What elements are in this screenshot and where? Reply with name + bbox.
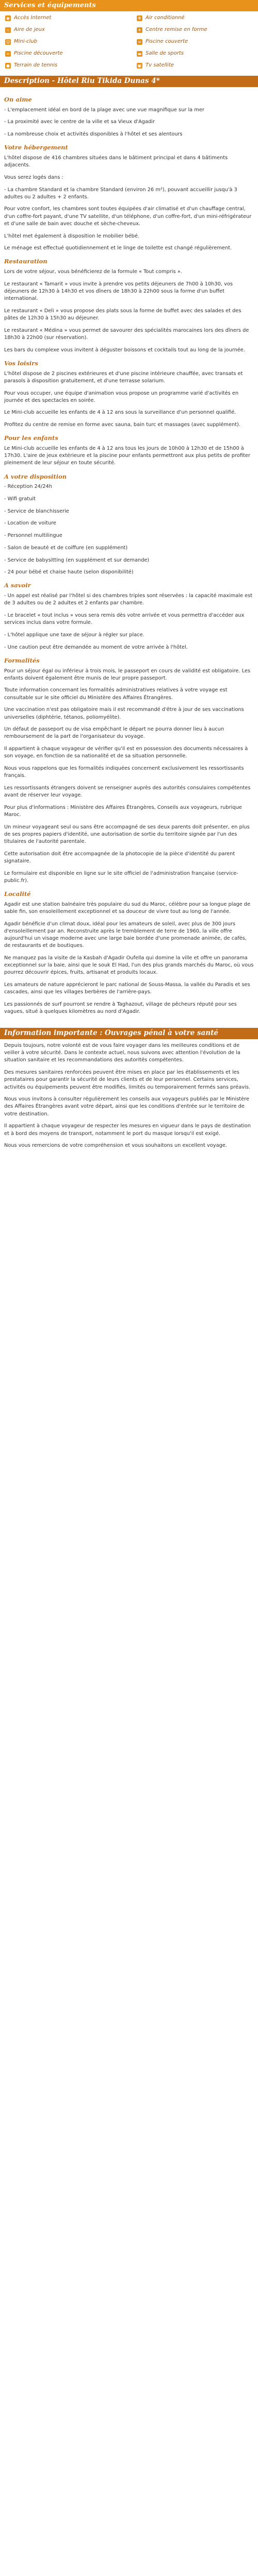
section-paragraph: Toute information concernant les formalités administratives relatives à votre voyage est consultable sur le site officiel du Ministère des Affaires Étrangères. xyxy=(4,687,228,701)
section-heading: Vos loisirs xyxy=(4,359,38,367)
section-paragraph: Le restaurant « Médina » vous permet de savourer des spécialités marocaines lors des dîners de 18h30 à 22h00 (sur réservation). xyxy=(4,327,249,341)
section-paragraph: Pour un séjour égal ou inférieur à trois mois, le passeport en cours de validité est obligatoire. Les enfants doivent également être munis de leur propre passeport. xyxy=(4,668,251,681)
section-heading: On aime xyxy=(4,96,32,103)
section-paragraph: Le Mini-club accueille les enfants de 4 à 12 ans tous les jours de 10h00 à 12h30 et de 15h00 à 17h30. L'aire de jeux extérieure et la piscine pour enfants permettront aux plus petits de profiter pleinement de leur séjour en toute sécurité. xyxy=(4,446,250,466)
section-paragraph: - Personnel multilingue xyxy=(4,533,62,539)
section-paragraph: Le Mini-club accueille les enfants de 4 à 12 ans sous la surveillance d'un personnel qualifié. xyxy=(4,410,236,416)
section-paragraph: - Une caution peut être demandée au moment de votre arrivée à l'hôtel. xyxy=(4,644,188,650)
section-heading: Formalités xyxy=(4,656,40,664)
info-paragraph: Nous vous invitons à consulter régulièrement les conseils aux voyageurs publiés par le Ministère des Affaires Étrangères avant votre départ, ainsi que les conditions d'entrée sur le territoire de votre destination. xyxy=(4,1096,250,1117)
section-paragraph: Le ménage est effectué quotidiennement et le linge de toilette est changé régulièrement. xyxy=(4,245,232,251)
section-paragraph: Le restaurant « Deli » vous propose des plats sous la forme de buffet avec des salades et des pâtes de 12h30 à 15h30 au déjeuner. xyxy=(4,308,241,321)
section-paragraph: - La proximité avec le centre de la ville et sa Vieux d'Agadir xyxy=(4,119,155,125)
service-item xyxy=(137,62,251,69)
kids-club-icon: ☺ xyxy=(6,40,10,44)
description-title: Description - Hôtel Riu Tikida Dunas 4* xyxy=(4,77,160,86)
gym-icon: ▬ xyxy=(137,52,142,56)
service-item xyxy=(137,15,251,22)
snowflake-icon: ❄ xyxy=(137,15,142,21)
service-item xyxy=(5,39,119,45)
outdoor-pool-icon: ≈ xyxy=(5,51,11,57)
service-label: Salle de sports xyxy=(146,50,184,57)
section-paragraph: - Salon de beauté et de coiffure (en supplément) xyxy=(4,545,128,551)
section-paragraph: L'hôtel dispose de 2 piscines extérieures et d'une piscine intérieure chauffée, avec transats et parasols à disposition gratuitement, et d'une terrasse solarium. xyxy=(4,370,243,384)
section-paragraph: Pour vous occuper, une équipe d'animation vous propose un programme varié d'activités en journée et des spectacles en soirée. xyxy=(4,390,239,403)
service-item xyxy=(5,62,119,69)
section-paragraph: Un défaut de passeport ou de visa empêchant le départ ne pourra donner lieu à aucun remboursement de la part de l'organisateur du voyage. xyxy=(4,726,224,740)
section-paragraph: Agadir bénéficie d'un climat doux, idéal pour les amateurs de soleil, avec plus de 300 jours d'ensoleillement par an. Reconstruite après le tremblement de terre de 1960, la ville offre aujourd'hui un visage moderne avec une large baie bordée d'une promenade animée, de cafés, de restaurants et de boutiques. xyxy=(4,921,247,949)
section-paragraph: Vous serez logés dans : xyxy=(4,174,63,180)
section-heading: Pour les enfants xyxy=(4,434,58,442)
description-header xyxy=(0,76,258,87)
section-paragraph: - L'hôtel applique une taxe de séjour à régler sur place. xyxy=(4,632,144,638)
service-label: Piscine découverte xyxy=(14,50,63,57)
tennis-icon: ● xyxy=(5,63,11,69)
section-heading: Votre hébergement xyxy=(4,144,68,151)
indoor-pool-icon: ≈ xyxy=(137,39,142,45)
section-paragraph: Profitez du centre de remise en forme avec sauna, bain turc et massages (avec supplément). xyxy=(4,422,240,428)
section-paragraph: - La nombreuse choix et activités disponibles à l'hôtel et ses alentours xyxy=(4,131,183,138)
info-title: Information importante : Ouvrages pénal à votre santé xyxy=(4,1029,218,1038)
section-paragraph: Pour plus d'informations : Ministère des Affaires Étrangères, Conseils aux voyageurs, rubrique Maroc. xyxy=(4,804,242,818)
info-header xyxy=(0,1028,258,1039)
section-paragraph: L'hôtel dispose de 416 chambres situées dans le bâtiment principal et dans 4 bâtiments adjacents. xyxy=(4,155,228,168)
service-label: Air conditionné xyxy=(146,15,185,21)
section-paragraph: Pour votre confort, les chambres sont toutes équipées d'air climatisé et d'un chauffage central, d'un coffre-fort payant, d'une TV satellite, d'un téléphone, d'un coffre-fort, d'un mini-réfrigérateur et d'une salle de bain avec douche et sèche-cheveux. xyxy=(4,206,252,227)
info-paragraph: Nous vous remercions de votre compréhension et vous souhaitons un excellent voyage. xyxy=(4,1143,227,1149)
description-content xyxy=(0,87,258,1024)
section-paragraph: Nous vous rappelons que les formalités indiquées concernent exclusivement les ressortissants français. xyxy=(4,766,244,779)
service-item xyxy=(5,50,119,57)
section-paragraph: Agadir est une station balnéaire très populaire du sud du Maroc, célèbre pour sa longue plage de sable fin, son ensoleillement exceptionnel et sa douceur de vivre tout au long de l'année. xyxy=(4,901,251,915)
tv-icon: ▣ xyxy=(137,63,142,68)
section-paragraph: Le formulaire est disponible en ligne sur le site officiel de l'administration française (service-public.fr). xyxy=(4,870,238,884)
service-item xyxy=(137,39,251,45)
section-paragraph: - Location de voiture xyxy=(4,520,56,527)
section-paragraph: Cette autorisation doit être accompagnée de la photocopie de la pièce d'identité du parent signataire. xyxy=(4,851,235,865)
section-paragraph: - Un appel est réalisé par l'hôtel si des chambres triples sont réservées : la capacité maximale est de 3 adultes ou de 2 adultes et 2 enfants par chambre. xyxy=(4,593,253,606)
section-heading: Localité xyxy=(4,890,31,898)
playground-icon: ☆ xyxy=(6,28,10,32)
service-item xyxy=(5,15,119,22)
section-heading: A votre disposition xyxy=(4,472,67,480)
section-heading: Restauration xyxy=(4,258,47,265)
wifi-icon: ◉ xyxy=(5,15,11,21)
section-heading: A savoir xyxy=(4,582,31,589)
service-item xyxy=(137,50,251,57)
section-paragraph: - Wifi gratuit xyxy=(4,496,36,502)
service-label: Tv satellite xyxy=(146,62,174,69)
section-paragraph: Ne manquez pas la visite de la Kasbah d'Agadir Oufella qui domine la ville et offre un panorama exceptionnel sur la baie, ainsi que le souk El Had, l'un des plus grands marchés du Maroc, où vous pourrez découvrir épices, fruits, artisanat et produits locaux. xyxy=(4,955,254,976)
section-paragraph: - Service de babysitting (en supplément et sur demande) xyxy=(4,557,150,563)
section-paragraph: - Réception 24/24h xyxy=(4,484,52,490)
section-paragraph: - 24 pour bébé et chaise haute (selon disponibilité) xyxy=(4,569,134,575)
service-item xyxy=(5,27,119,33)
section-paragraph: Les ressortissants étrangers doivent se renseigner auprès des autorités consulaires compétentes avant de réserver leur voyage. xyxy=(4,785,251,799)
section-paragraph: Il appartient à chaque voyageur de vérifier qu'il est en possession des documents nécessaires à son voyage, en fonction de sa nationalité et de sa situation personnelle. xyxy=(4,746,248,759)
service-label: Accès Internet xyxy=(14,15,52,21)
section-paragraph: Les amateurs de nature apprécieront le parc national de Souss-Massa, la vallée du Paradis et ses cascades, ainsi que les villages berbères de l'arrière-pays. xyxy=(4,982,250,995)
info-paragraph: Il appartient à chaque voyageur de respecter les mesures en vigueur dans le pays de destination et à bord des moyens de transport, notamment le port du masque lorsqu'il est exigé. xyxy=(4,1123,251,1137)
hotel-detail-page xyxy=(0,0,258,1163)
services-title: Services et équipements xyxy=(4,1,96,9)
info-paragraph: Depuis toujours, notre volonté est de vous faire voyager dans les meilleures conditions et de veiller à votre sécurité. Dans le contexte actuel, nous suivons avec attention l'évolution de la situation sanitaire et les recommandations des autorités compétentes. xyxy=(4,1043,240,1063)
section-paragraph: Les passionnés de surf pourront se rendre à Taghazout, village de pêcheurs réputé pour ses vagues, situé à quelques kilomètres au nord d'Agadir. xyxy=(4,1002,237,1015)
section-paragraph: Les bars du complexe vous invitent à déguster boissons et cocktails tout au long de la journée. xyxy=(4,347,245,353)
section-paragraph: - Service de blanchisserie xyxy=(4,508,69,514)
info-content xyxy=(0,1039,258,1158)
services-list xyxy=(0,11,258,73)
fitness-icon: ✦ xyxy=(137,27,142,33)
section-paragraph: Un mineur voyageant seul ou sans être accompagné de ses deux parents doit présenter, en plus de ses propres papiers d'identité, une autorisation de sortie du territoire signée par l'un des titulaires de l'autorité parentale. xyxy=(4,824,250,845)
info-paragraph: Des mesures sanitaires renforcées peuvent être mises en place par les établissements et les prestataires pour garantir la sécurité de leurs clients et de leur personnel. Certains services, activités ou équipements peuvent être modifiés, limités ou temporairement fermés sans préavis. xyxy=(4,1070,250,1090)
section-paragraph: Le restaurant « Tamarit » vous invite à prendre vos petits déjeuners de 7h00 à 10h30, vos déjeuners de 12h30 à 14h30 et vos dîners de 18h30 à 22h00 sous la forme d'un buffet international. xyxy=(4,281,233,302)
section-paragraph: - L'emplacement idéal en bord de la plage avec une vue magnifique sur la mer xyxy=(4,107,204,113)
service-label: Centre remise en forme xyxy=(146,27,207,33)
services-header xyxy=(0,0,258,11)
service-label: Mini-club xyxy=(14,39,38,45)
section-paragraph: - La chambre Standard et la chambre Standard (environ 26 m²), pouvant accueillir jusqu'à 3 adultes ou 2 adultes + 2 enfants. xyxy=(4,187,237,200)
section-paragraph: - Le bracelet « tout inclus » vous sera remis dès votre arrivée et vous permettra d'accéder aux services inclus dans votre formule. xyxy=(4,613,245,626)
section-paragraph: L'hôtel met également à disposition le mobilier bébé. xyxy=(4,233,139,239)
section-paragraph: Une vaccination n'est pas obligatoire mais il est recommandé d'être à jour de ses vaccinations universelles (diphtérie, tétanos, poliomyélite). xyxy=(4,707,244,720)
service-label: Piscine couverte xyxy=(146,39,188,45)
service-label: Aire de jeux xyxy=(14,27,45,33)
page-bottom-spacer xyxy=(0,1158,258,1163)
section-paragraph: Lors de votre séjour, vous bénéficierez de la formule « Tout compris ». xyxy=(4,269,182,275)
service-label: Terrain de tennis xyxy=(14,62,58,69)
service-item xyxy=(137,27,251,33)
